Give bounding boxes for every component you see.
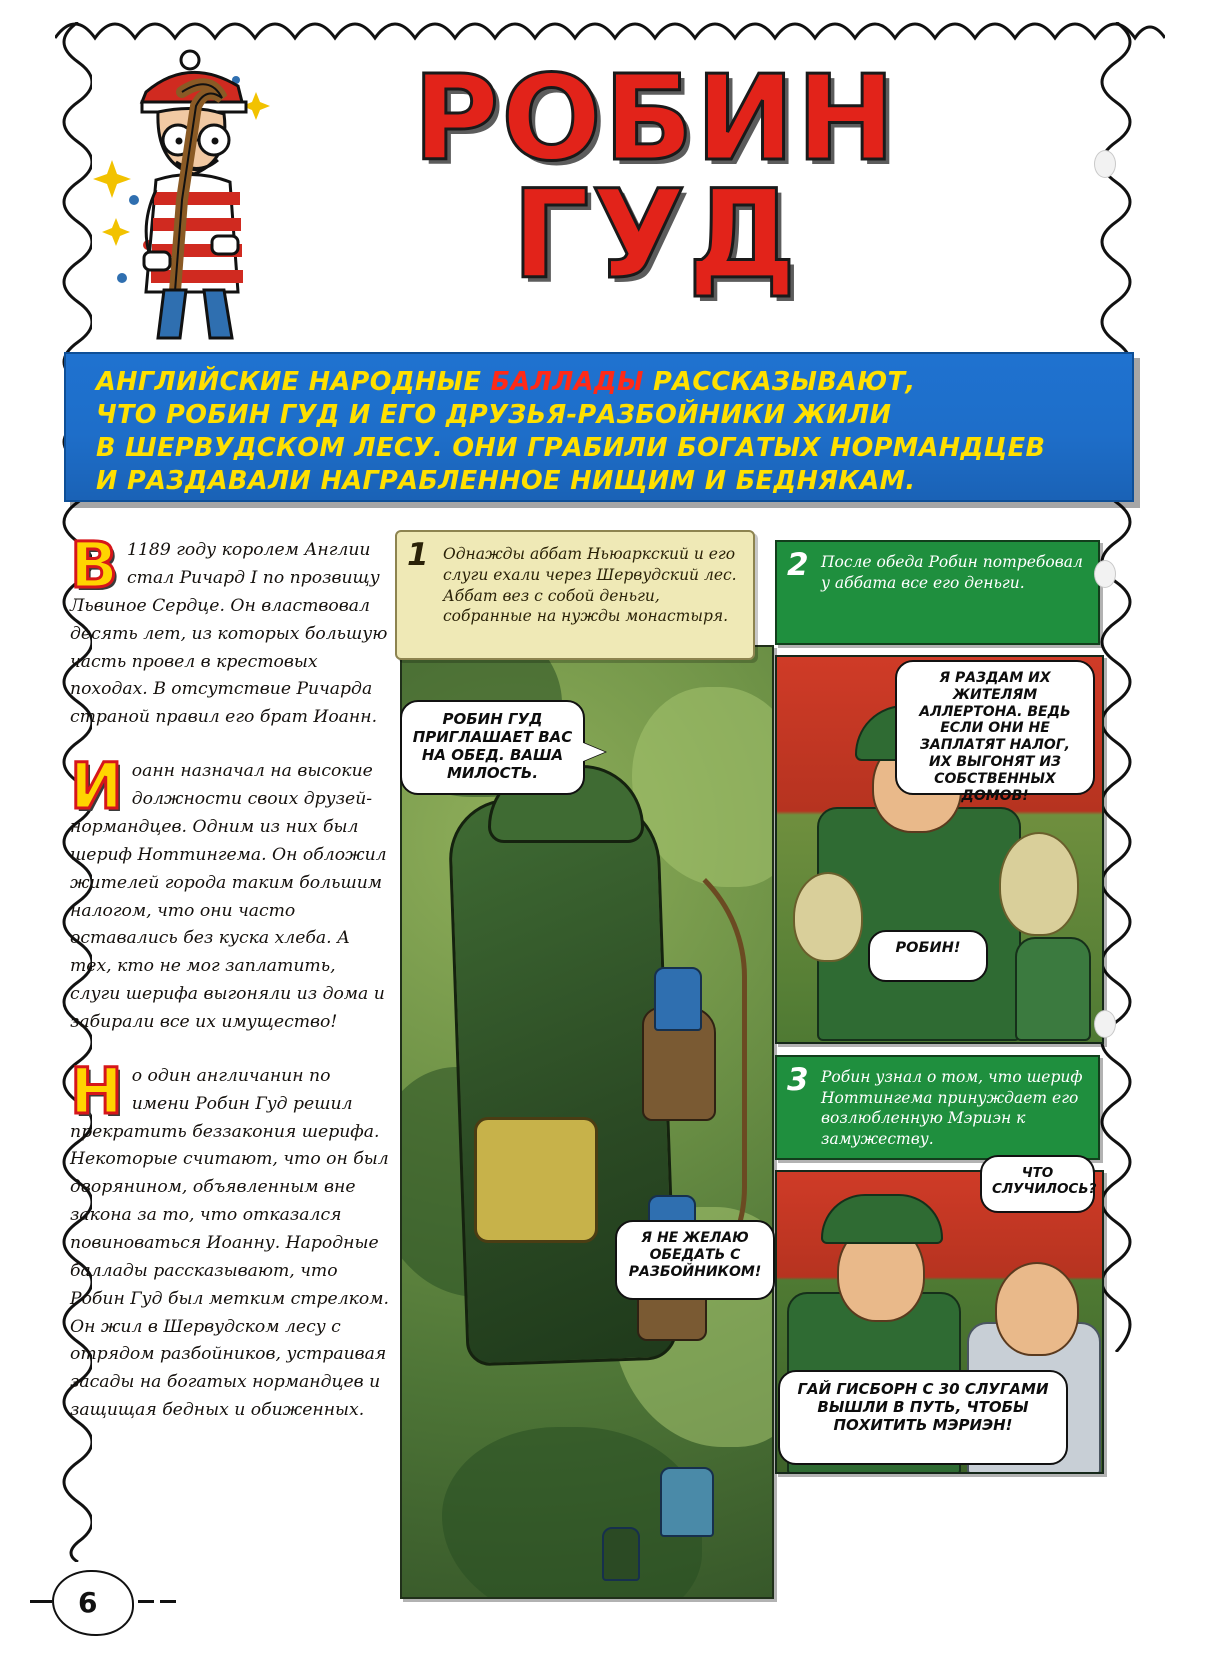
rider-illustration	[660, 1467, 714, 1537]
messenger-face	[995, 1262, 1079, 1356]
speech-bubble-invite	[400, 700, 585, 795]
bubble-text: Я РАЗДАМ ИХ ЖИТЕЛЯМ АЛЛЕРТОНА. ВЕДЬ ЕСЛИ ОНИ НЕ ЗАПЛАТЯТ НАЛОГ, ИХ ВЫГОНЯТ ИЗ СОБСТВЕННЫХ ДОМОВ!	[919, 670, 1071, 804]
page-number: 6	[78, 1586, 98, 1619]
dropcap: В	[70, 529, 119, 603]
intro-part-1: АНГЛИЙСКИЕ НАРОДНЫЕ	[96, 367, 491, 397]
article-paragraph	[70, 529, 390, 732]
dropcap: Н	[70, 1054, 123, 1128]
companion-figure	[1015, 937, 1091, 1041]
bubble-text: РОБИН!	[895, 940, 961, 956]
caption-text: Робин узнал о том, что шериф Ноттингема принуждает его возлюбленную Мэриэн к замужеству.	[821, 1068, 1083, 1148]
intro-banner	[64, 352, 1134, 502]
bubble-text: Я НЕ ЖЕЛАЮ ОБЕДАТЬ С РАЗБОЙНИКОМ!	[628, 1230, 762, 1280]
intro-banner-text	[96, 366, 1116, 499]
waldo-character-illustration	[86, 40, 301, 340]
figure-illustration	[602, 1527, 640, 1581]
robin-hat	[821, 1194, 943, 1244]
intro-highlight: БАЛЛАДЫ	[490, 367, 644, 397]
caption-number: 3	[787, 1062, 809, 1098]
rider-illustration	[654, 967, 702, 1031]
article-column	[70, 520, 390, 1451]
speech-bubble-give	[895, 660, 1095, 804]
speech-bubble-not-dine	[615, 1220, 775, 1300]
page-title	[390, 49, 920, 317]
punch-hole	[1094, 150, 1116, 178]
bubble-text: ГАЙ ГИСБОРН С 30 СЛУГАМИ ВЫШЛИ В ПУТЬ, ЧТОБЫ ПОХИТИТЬ МЭРИЭН!	[797, 1380, 1049, 1434]
caption-text: Однажды аббат Ньюаркский и его слуги ехали через Шервудский лес. Аббат вез с собой деньги, собранные на нужды монастыря.	[443, 545, 737, 626]
speech-bubble-what-happened	[980, 1155, 1095, 1213]
title-line-1: РОБИН	[412, 49, 898, 187]
paragraph-text: 1189 году королем Англии стал Ричард I по прозвищу Львиное Сердце. Он властвовал десять лет, из которых большую часть провел в крестовых походах. В отсутствие Ричарда страной правил его брат Иоанн.	[70, 540, 388, 728]
money-sack	[793, 872, 863, 962]
intro-line-3: В ШЕРВУДСКОМ ЛЕСУ. ОНИ ГРАБИЛИ БОГАТЫХ НОРМАНДЦЕВ	[96, 433, 1046, 464]
caption-text: После обеда Робин потребовал у аббата все его деньги.	[821, 553, 1083, 592]
caption-panel-2	[775, 540, 1100, 645]
paragraph-text: оанн назначал на высокие должности своих друзей-нормандцев. Одним из них был шериф Ноттингема. Он обложил жителей города таким большим налогом, что они часто оставались без куска хлеба. А тех, кто не мог заплатить, слуги шерифа выгоняли из дома и забирали все их имущество!	[70, 761, 387, 1032]
speech-bubble-robin	[868, 930, 988, 982]
punch-hole	[1094, 1010, 1116, 1038]
bubble-text: ЧТО СЛУЧИЛОСЬ?	[992, 1165, 1097, 1198]
title-line-2: ГУД	[511, 164, 799, 307]
caption-panel-1	[395, 530, 755, 660]
intro-line-4: И РАЗДАВАЛИ НАГРАБЛЕННОЕ НИЩИМ И БЕДНЯКАМ.	[96, 466, 916, 497]
dropcap: И	[70, 750, 123, 824]
caption-number: 1	[407, 537, 429, 573]
satchel-illustration	[474, 1117, 598, 1243]
bubble-text: РОБИН ГУД ПРИГЛАШАЕТ ВАС НА ОБЕД. ВАША МИЛОСТЬ.	[412, 710, 573, 782]
caption-number: 2	[787, 547, 809, 583]
right-wave-border	[1098, 22, 1146, 1352]
caption-panel-3	[775, 1055, 1100, 1160]
intro-part-2: РАССКАЗЫВАЮТ,	[643, 367, 916, 397]
article-paragraph	[70, 750, 390, 1037]
paragraph-text: о один англичанин по имени Робин Гуд решил прекратить беззакония шерифа. Некоторые считают, что он был дворянином, объявленным вне закона за то, что отказался повиноваться Иоанну. Народные баллады рассказывают, что Робин Гуд был метким стрелком. Он жил в Шервудском лесу с отрядом разбойников, устраивая засады на богатых нормандцев и защищая бедных и обиженных.	[70, 1065, 389, 1421]
money-sack	[999, 832, 1079, 936]
article-paragraph	[70, 1054, 390, 1425]
punch-hole	[1094, 560, 1116, 588]
intro-line-2: ЧТО РОБИН ГУД И ЕГО ДРУЗЬЯ-РАЗБОЙНИКИ ЖИЛИ	[96, 400, 892, 431]
speech-bubble-guy-gisborne	[778, 1370, 1068, 1465]
page-number-decoration	[30, 1556, 230, 1646]
comic-strip	[400, 515, 1100, 1515]
